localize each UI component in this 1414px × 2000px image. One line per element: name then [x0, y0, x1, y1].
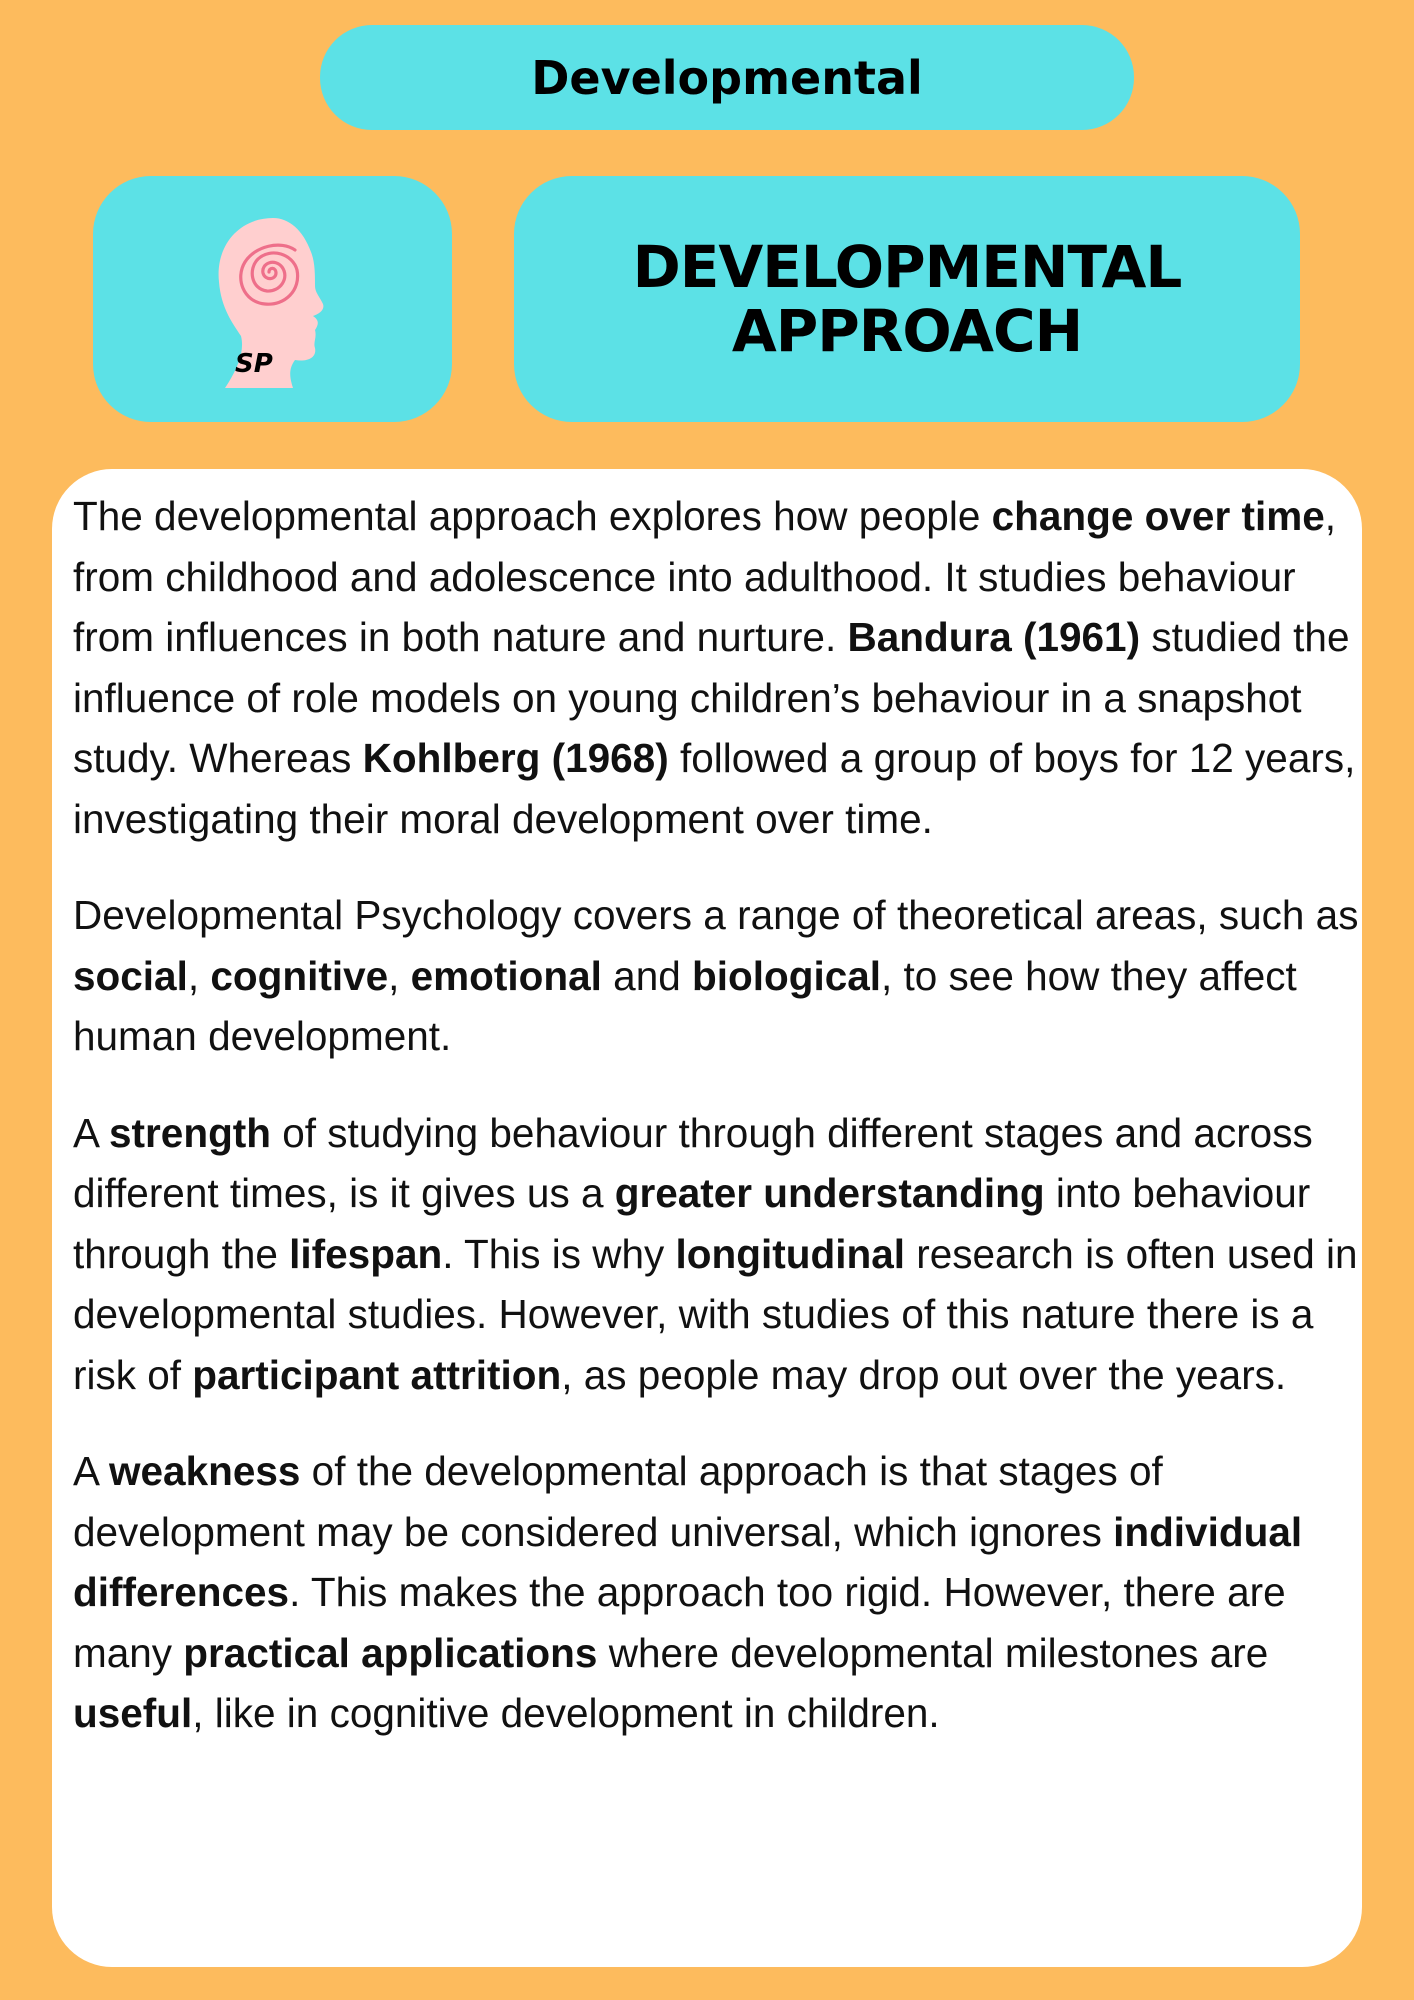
text-run: of the developmental approach is that stages of development may be considered universal, which ignores: [73, 1448, 1163, 1555]
paragraph-4: [73, 1441, 1363, 1744]
logo-box: [93, 176, 452, 422]
text-run: followed a group of boys for 12 years, investigating their moral development over time.: [73, 735, 1356, 842]
paragraph-3: [73, 1103, 1363, 1406]
text-run: studied the influence of role models on young children’s behaviour in a snapshot study. Whereas: [73, 614, 1350, 781]
page-title-line1: DEVELOPMENTAL: [632, 233, 1182, 301]
bold-term: individual differences: [73, 1508, 1303, 1615]
topic-tab: [320, 25, 1134, 130]
content-body: [73, 486, 1363, 1780]
bold-term: Kohlberg (1968): [362, 735, 669, 781]
text-run: , to see how they affect human development.: [73, 952, 1297, 1059]
bold-term: weakness: [109, 1448, 301, 1494]
text-run: , as people may drop out over the years.: [561, 1351, 1287, 1398]
text-run: A: [73, 1448, 110, 1494]
text-run: A: [73, 1109, 110, 1156]
bold-term: useful: [73, 1690, 193, 1736]
paragraph-1: [73, 486, 1363, 849]
text-run: where developmental milestones are: [597, 1629, 1269, 1676]
bold-term: change over time: [991, 493, 1325, 539]
text-run: , from childhood and adolescence into adulthood. It studies behaviour from influences in both nature and nurture.: [73, 493, 1336, 660]
text-run: , like in cognitive development in children.: [192, 1690, 940, 1736]
bold-term: Bandura (1961): [847, 614, 1141, 660]
bold-term: practical applications: [183, 1629, 598, 1676]
text-run: The developmental approach explores how people: [73, 493, 992, 539]
topic-tab-label: Developmental: [531, 50, 923, 105]
bold-term: social: [73, 952, 188, 999]
page-title: [514, 176, 1300, 422]
text-run: into behaviour through the: [73, 1170, 1311, 1277]
bold-term: biological: [692, 952, 882, 999]
logo-initials: SP: [235, 349, 273, 379]
bold-term: emotional: [410, 952, 602, 999]
bold-term: strength: [109, 1109, 272, 1156]
bold-term: longitudinal: [675, 1230, 905, 1277]
head-spiral-icon: [203, 212, 343, 388]
text-run: . This makes the approach too rigid. However, there are many: [73, 1569, 1286, 1676]
bold-term: cognitive: [210, 952, 389, 999]
text-run: ,: [388, 952, 411, 999]
text-run: . This is why: [442, 1230, 676, 1277]
text-run: ,: [187, 952, 211, 999]
bold-term: lifespan: [289, 1230, 443, 1277]
text-run: research is often used in developmental studies. However, with studies of this nature there is a risk of: [73, 1230, 1358, 1398]
text-run: Developmental Psychology covers a range of theoretical areas, such as: [73, 892, 1359, 938]
page-title-line2: APPROACH: [731, 297, 1083, 365]
bold-term: greater understanding: [614, 1170, 1045, 1216]
bold-term: participant attrition: [192, 1351, 562, 1398]
text-run: of studying behaviour through different stages and across different times, is it gives us a: [73, 1109, 1313, 1216]
text-run: and: [601, 952, 692, 999]
paragraph-2: [73, 885, 1363, 1067]
